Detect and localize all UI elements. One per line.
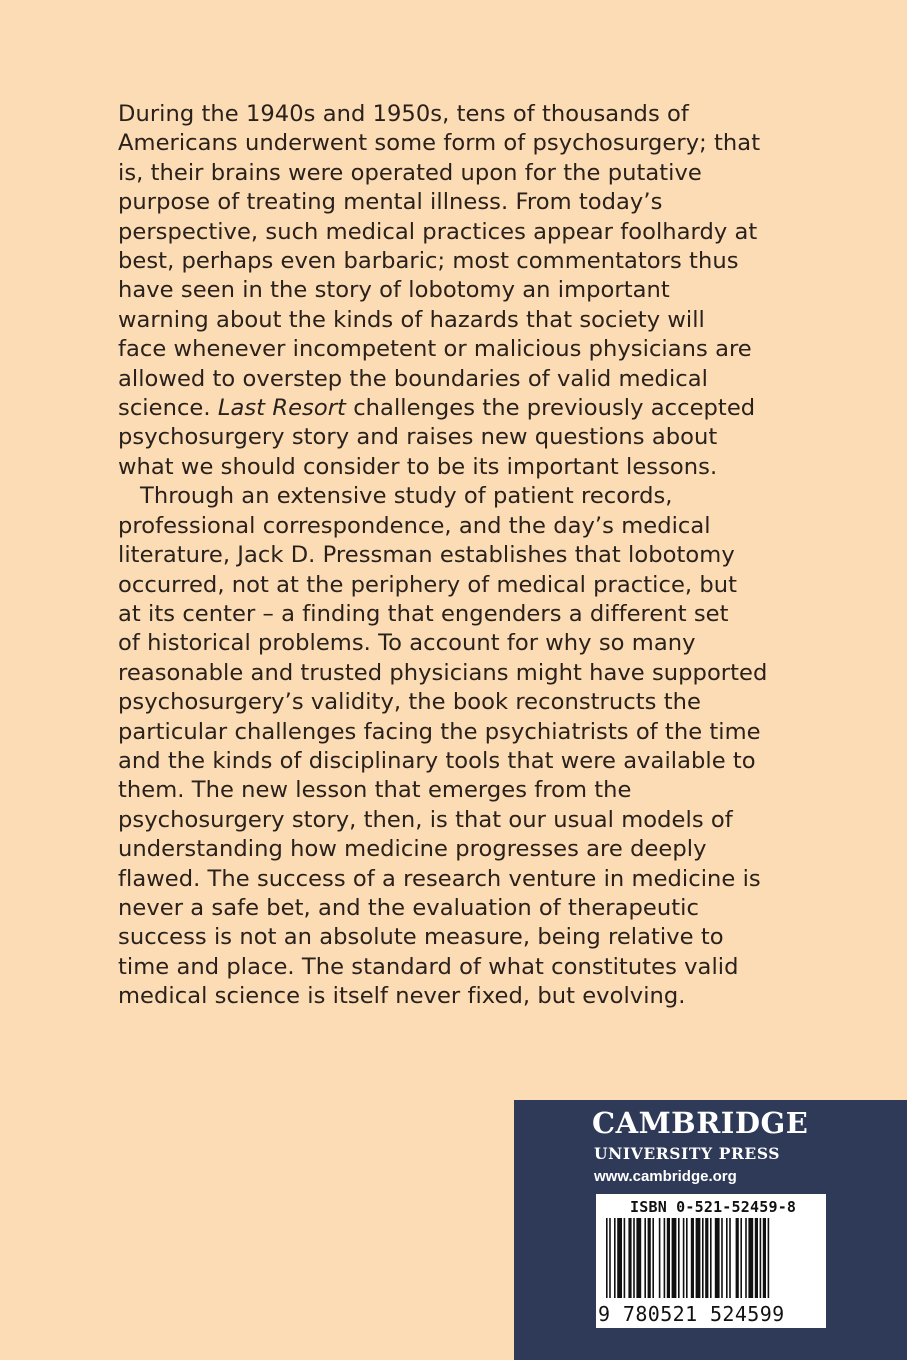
blurb-line: and the kinds of disciplinary tools that were available to [118,747,756,774]
book-title: Last Resort [217,395,346,422]
blurb-line: what we should consider to be its important lessons. [118,453,718,480]
publisher-panel [514,1100,907,1360]
blurb-paragraph-1 [118,100,798,482]
blurb-line: perspective, such medical practices appear foolhardy at [118,218,758,245]
barcode-bars-icon [600,1218,822,1302]
blurb-line: flawed. The success of a research venture in medicine is [118,865,761,892]
blurb-line: of historical problems. To account for why so many [118,630,696,657]
blurb-line: have seen in the story of lobotomy an important [118,277,670,304]
blurb-line: Through an extensive study of patient records, [140,483,673,510]
blurb-text: science. [118,395,218,422]
blurb-line: professional correspondence, and the day’s medical [118,512,711,539]
blurb-line: success is not an absolute measure, being relative to [118,924,724,951]
blurb-line: psychosurgery story and raises new questions about [118,424,718,451]
blurb-line: face whenever incompetent or malicious physicians are [118,336,752,363]
blurb-line: understanding how medicine progresses are deeply [118,836,707,863]
blurb-line: occurred, not at the periphery of medical practice, but [118,571,738,598]
publisher-logo-subtitle: UNIVERSITY PRESS [594,1144,781,1163]
blurb-line: Americans underwent some form of psychosurgery; that [118,130,761,157]
blurb-line: purpose of treating mental illness. From today’s [118,189,663,216]
blurb-line: allowed to overstep the boundaries of valid medical [118,365,708,392]
blurb-line: particular challenges facing the psychiatrists of the time [118,718,761,745]
barcode-digits: 9 780521 524599 [598,1302,785,1326]
publisher-url: www.cambridge.org [594,1168,737,1185]
blurb-line: warning about the kinds of hazards that society will [118,306,705,333]
blurb-line: is, their brains were operated upon for the putative [118,159,702,186]
blurb-line: psychosurgery’s validity, the book reconstructs the [118,689,701,716]
isbn-barcode [596,1194,826,1328]
back-cover-blurb [118,100,798,1012]
blurb-line: them. The new lesson that emerges from the [118,777,632,804]
blurb-line: best, perhaps even barbaric; most commentators thus [118,248,739,275]
publisher-logo-name: CAMBRIDGE [592,1106,809,1140]
blurb-line: During the 1940s and 1950s, tens of thousands of [118,101,689,127]
blurb-paragraph-2 [118,482,798,1011]
blurb-line-with-title [118,394,798,423]
blurb-line: never a safe bet, and the evaluation of therapeutic [118,894,699,921]
isbn-label: ISBN 0-521-52459-8 [630,1198,797,1216]
blurb-line: medical science is itself never fixed, but evolving. [118,983,686,1010]
blurb-text: challenges the previously accepted [345,395,756,422]
blurb-line: literature, Jack D. Pressman establishes that lobotomy [118,542,735,569]
blurb-line: at its center – a finding that engenders a different set [118,600,729,627]
blurb-line: time and place. The standard of what constitutes valid [118,953,739,980]
blurb-line: psychosurgery story, then, is that our usual models of [118,806,733,833]
blurb-line: reasonable and trusted physicians might have supported [118,659,768,686]
